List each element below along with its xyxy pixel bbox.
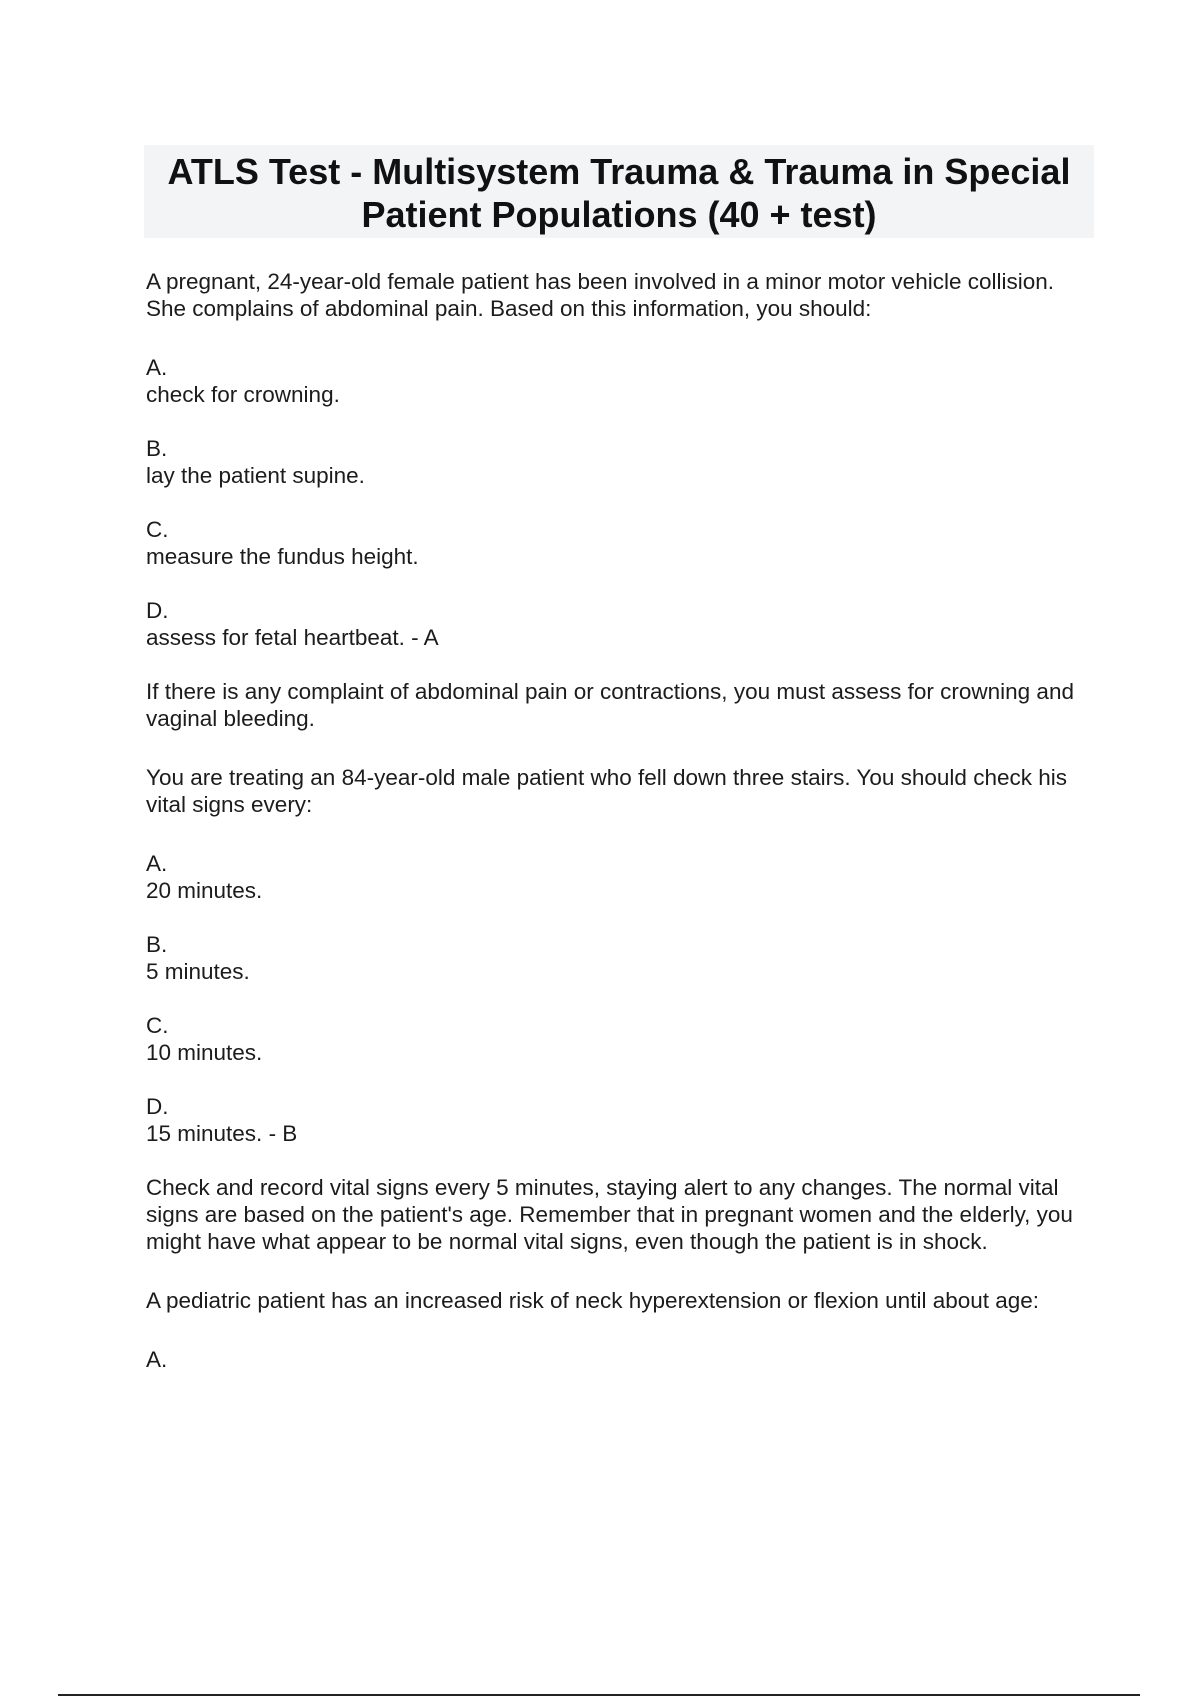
option-text: lay the patient supine. bbox=[146, 463, 365, 488]
option-text: 10 minutes. bbox=[146, 1040, 263, 1065]
option-text: measure the fundus height. bbox=[146, 544, 419, 569]
option-letter: A. bbox=[146, 1347, 168, 1372]
answer-explanation: Check and record vital signs every 5 minutes, staying alert to any changes. The normal vital signs are based on the patient's age. Remember that in pregnant women and the elderly, you might have what appear to be normal vital signs, even though the patient is in shock. bbox=[146, 1175, 1073, 1254]
question-text: A pediatric patient has an increased risk of neck hyperextension or flexion until about age: bbox=[146, 1288, 1040, 1313]
option-text: check for crowning. bbox=[146, 382, 340, 407]
option-letter: D. bbox=[146, 1094, 169, 1119]
footer-divider bbox=[58, 1694, 1140, 1696]
option-letter: C. bbox=[146, 1013, 169, 1038]
answer-explanation: If there is any complaint of abdominal pain or contractions, you must assess for crowning and vaginal bleeding. bbox=[146, 679, 1074, 731]
option-text: 5 minutes. bbox=[146, 959, 250, 984]
option-text: assess for fetal heartbeat. - A bbox=[146, 625, 439, 650]
question-text: A pregnant, 24-year-old female patient has been involved in a minor motor vehicle collision. She complains of abdominal pain. Based on this information, you should: bbox=[146, 269, 1055, 321]
option-letter: C. bbox=[146, 517, 169, 542]
option-letter: B. bbox=[146, 932, 168, 957]
option-letter: A. bbox=[146, 355, 168, 380]
question-text: You are treating an 84-year-old male patient who fell down three stairs. You should check his vital signs every: bbox=[146, 765, 1067, 817]
option-text: 20 minutes. bbox=[146, 878, 263, 903]
document-body bbox=[146, 268, 1086, 1373]
option-letter: A. bbox=[146, 851, 168, 876]
title-banner bbox=[144, 145, 1094, 238]
document-title: ATLS Test - Multisystem Trauma & Trauma in Special Patient Populations (40 + test) bbox=[167, 151, 1071, 235]
option-letter: B. bbox=[146, 436, 168, 461]
option-text: 15 minutes. - B bbox=[146, 1121, 298, 1146]
option-letter: D. bbox=[146, 598, 169, 623]
